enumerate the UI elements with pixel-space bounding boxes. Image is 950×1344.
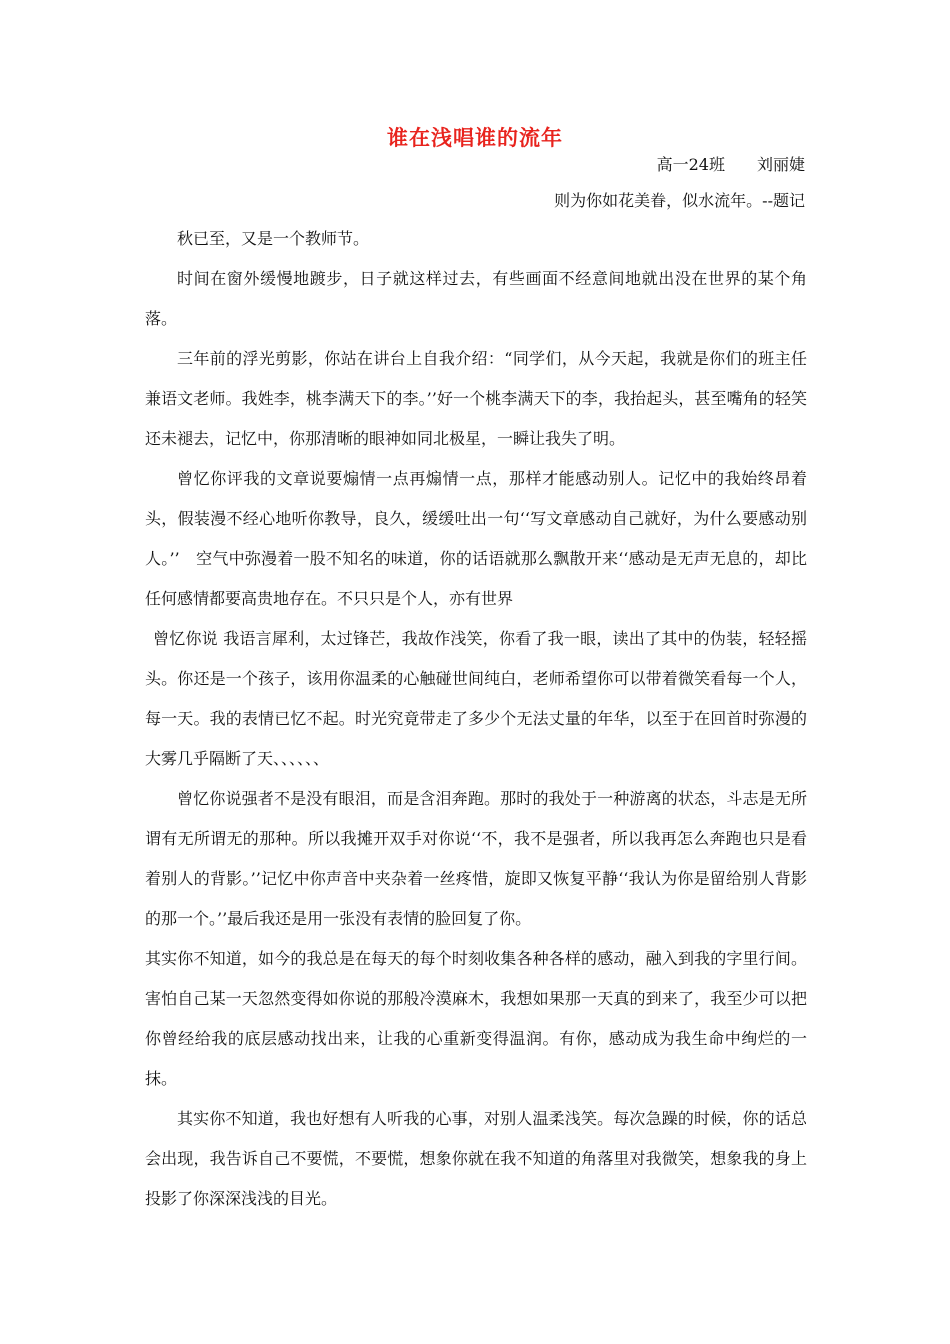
author-byline: 高一24班 刘丽婕: [656, 155, 805, 174]
paragraph: 其实你不知道，我也好想有人听我的心事，对别人温柔浅笑。每次急躁的时候，你的话总会出现，我告诉自己不要慌，不要慌，想象你就在我不知道的角落里对我微笑，想象我的身上投影了你深深浅浅的目光。: [145, 1109, 807, 1208]
paragraph: 三年前的浮光剪影，你站在讲台上自我介绍：“同学们，从今天起，我就是你们的班主任兼语文老师。我姓李，桃李满天下的李。’’好一个桃李满天下的李，我抬起头，甚至嘴角的轻笑还未褪去，记忆中，你那清晰的眼神如同北极星，一瞬让我失了明。: [145, 349, 807, 448]
paragraph: 曾忆你评我的文章说要煽情一点再煽情一点，那样才能感动别人。记忆中的我始终昂着头，假装漫不经心地听你教导，良久，缓缓吐出一句‘‘写文章感动自己就好，为什么要感动别人。’’ 空气中弥漫着一股不知名的味道，你的话语就那么飘散开来‘‘感动是无声无息的，却比任何感情都要高贵地存在。不只只是个人，亦有世界: [145, 469, 807, 608]
essay-body: [145, 219, 807, 1219]
epigraph: 则为你如花美眷，似水流年。--题记: [554, 191, 805, 210]
paragraph: 时间在窗外缓慢地踱步，日子就这样过去，有些画面不经意间地就出没在世界的某个角落。: [145, 269, 807, 328]
document-title: 谁在浅唱谁的流年: [387, 125, 563, 150]
paragraph: 曾忆你说 我语言犀利，太过锋芒，我故作浅笑，你看了我一眼，读出了其中的伪装，轻轻摇头。你还是一个孩子，该用你温柔的心触碰世间纯白，老师希望你可以带着微笑看每一个人，每一天。我的表情已忆不起。时光究竟带走了多少个无法丈量的年华，以至于在回首时弥漫的大雾几乎隔断了天、、、、、、: [145, 629, 807, 768]
paragraph: 其实你不知道，如今的我总是在每天的每个时刻收集各种各样的感动，融入到我的字里行间。害怕自己某一天忽然变得如你说的那般冷漠麻木，我想如果那一天真的到来了，我至少可以把你曾经给我的底层感动找出来，让我的心重新变得温润。有你，感动成为我生命中绚烂的一抹。: [145, 949, 807, 1088]
paragraph: 曾忆你说强者不是没有眼泪，而是含泪奔跑。那时的我处于一种游离的状态，斗志是无所谓有无所谓无的那种。所以我摊开双手对你说‘‘不，我不是强者，所以我再怎么奔跑也只是看着别人的背影。’’记忆中你声音中夹杂着一丝疼惜，旋即又恢复平静‘‘我认为你是留给别人背影的那一个。’’最后我还是用一张没有表情的脸回复了你。: [145, 789, 807, 928]
paragraph: 秋已至，又是一个教师节。: [177, 229, 370, 248]
